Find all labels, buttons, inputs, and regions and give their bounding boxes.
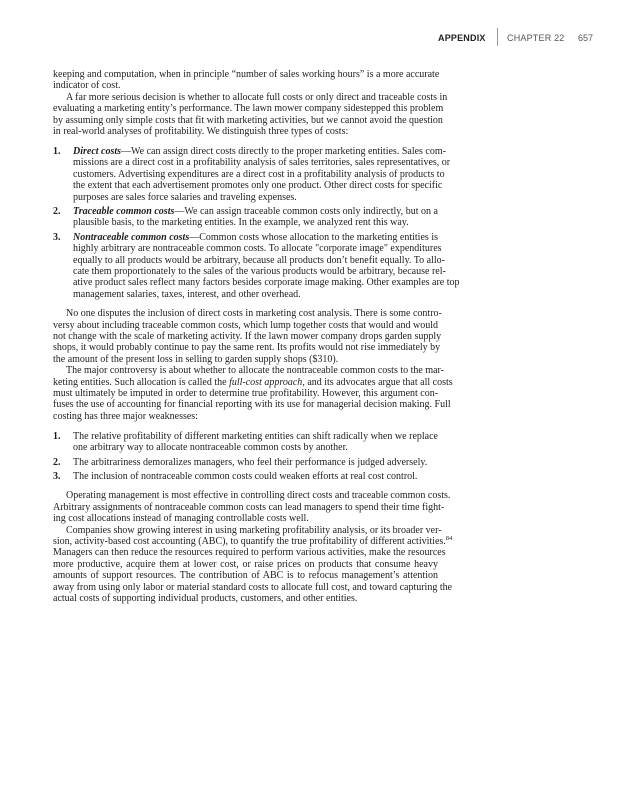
text-line: the amount of the present loss in selling to garden supply shops ($310). <box>53 353 339 365</box>
list-item <box>53 145 451 203</box>
list-number: 3. <box>53 471 61 482</box>
weaknesses-list <box>53 431 438 483</box>
footnote-ref[interactable]: 84 <box>445 535 453 543</box>
page-number: 657 <box>578 33 594 43</box>
text-line: The relative profitability of different marketing entities can shift radically when we replace <box>73 430 438 442</box>
text-line: one arbitrary way to allocate nontraceable common costs by another. <box>73 442 348 454</box>
text-line: The major controversy is about whether to allocate the nontraceable common costs to the mar- <box>66 365 445 377</box>
text-line: in real-world analyses of profitability. We distinguish three types of costs: <box>53 126 349 138</box>
text-line: The inclusion of nontraceable common costs could weaken efforts at real cost control. <box>73 471 418 482</box>
text-line <box>53 376 453 388</box>
text: sion, activity-based cost accounting (ABC), to quantify the true profitability of different activities. <box>53 536 446 548</box>
paragraph <box>53 524 453 605</box>
emphasized-term: full-cost approach <box>229 376 303 388</box>
text-line: Companies show growing interest in using marketing profitability analysis, or its broader ver- <box>66 524 442 536</box>
text-line <box>53 535 453 548</box>
list-number: 1. <box>53 430 61 442</box>
list-item <box>53 431 438 454</box>
text-line: purposes are sales force salaries and traveling expenses. <box>73 191 297 203</box>
term: Nontraceable common costs <box>73 231 190 243</box>
text-line: missions are a direct cost in a profitability analysis of sales territories, sales representatives, or <box>73 157 451 169</box>
list-item <box>53 457 438 468</box>
text-line: amounts of support resources. The contribution of ABC is to refocus management’s attention <box>53 570 438 582</box>
term: Traceable common costs <box>73 205 175 217</box>
list-number: 2. <box>53 456 61 468</box>
list-item <box>53 206 438 229</box>
text-line: equally to all products would be arbitrary, because all products don’t benefit equally. To allo- <box>73 254 445 266</box>
paragraph <box>53 308 442 365</box>
header-section: APPENDIX <box>438 33 486 43</box>
text-line: more productive, acquire them at lower cost, or raise prices on products that consume heavy <box>53 558 438 570</box>
text-line <box>73 145 446 157</box>
cost-types-list <box>53 145 460 300</box>
paragraph <box>53 365 453 422</box>
list-item <box>53 471 438 482</box>
text-line <box>73 206 438 217</box>
list-number: 2. <box>53 205 61 217</box>
header-divider <box>497 28 498 46</box>
text: keting entities. Such allocation is called the <box>53 376 230 388</box>
text-line: versy about including traceable common costs, which lump together costs that would and would <box>53 319 438 331</box>
text-line: The arbitrariness demoralizes managers, who feel their performance is judged adversely. <box>73 456 428 468</box>
paragraph <box>53 69 438 92</box>
text-line: fuses the use of accounting for financial reporting with its use for managerial decision making. Full <box>53 399 451 411</box>
list-item <box>53 231 460 300</box>
text-line: the extent that each advertisement promotes only one product. Other direct costs for specific <box>73 180 443 192</box>
text-line: Operating management is most effective in controlling direct costs and traceable common costs. <box>66 490 451 502</box>
text-line: Arbitrary assignments of nontraceable common costs can lead managers to spend their time fight- <box>53 501 445 513</box>
text-line: evaluating a marketing entity’s performance. The lawn mower company sidestepped this problem <box>53 103 444 115</box>
text-line <box>73 232 438 243</box>
text-line: shops, it would probably continue to pay the same rent. Its profits would not rise immediately by <box>53 342 441 354</box>
paragraph <box>53 490 451 525</box>
list-number: 1. <box>53 145 61 157</box>
paragraph <box>53 91 448 138</box>
text-line: keeping and computation, when in principle “number of sales working hours” is a more accurate <box>53 69 440 80</box>
text-line: highly arbitrary are nontraceable common costs. To allocate "corporate image" expenditures <box>73 243 442 255</box>
text: —We can assign traceable common costs only indirectly, but on a <box>174 205 438 217</box>
text-line: indicator of cost. <box>53 80 121 92</box>
text-line: away from using only labor or material standard costs to allocate full cost, and toward capturing the <box>53 581 453 593</box>
text-line: No one disputes the inclusion of direct costs in marketing cost analysis. There is some contro- <box>66 308 442 320</box>
text-line: customers. Advertising expenditures are a direct cost in a profitability analysis of products to <box>73 168 445 180</box>
text-line: cate them proportionately to the sales of the various products would be arbitrary, because rel- <box>73 266 446 277</box>
text-line: management salaries, taxes, interest, and other overhead. <box>73 288 301 300</box>
text-line: Managers can then reduce the resources required to perform various activities, make the resources <box>53 547 446 559</box>
text-line: A far more serious decision is whether to allocate full costs or only direct and traceable costs in <box>66 91 448 103</box>
list-number: 3. <box>53 231 61 243</box>
text-line: actual costs of supporting individual products, customers, and other entities. <box>53 593 358 605</box>
text-line: must ultimately be imputed in order to determine true profitability. However, this argument con- <box>53 388 439 400</box>
running-header <box>0 32 623 46</box>
header-chapter: CHAPTER 22 <box>507 33 565 43</box>
text: —Common costs whose allocation to the marketing entities is <box>189 231 439 243</box>
text-line: not change with the scale of marketing activity. If the lawn mower company drops garden supply <box>53 331 442 343</box>
text-line: ative product sales reflect many factors besides corporate image making. Other examples are top <box>73 277 460 289</box>
text-line: plausible basis, to the marketing entities. In the example, we analyzed rent this way. <box>73 217 409 229</box>
text: —We can assign direct costs directly to the proper marketing entities. Sales com- <box>121 145 446 157</box>
text-line: ing cost allocations instead of managing controllable costs well. <box>53 513 309 525</box>
text-line: by assuming only simple costs that fit with marketing activities, but we cannot avoid the question <box>53 114 443 126</box>
text: , and its advocates argue that all costs <box>302 376 453 388</box>
term: Direct costs <box>73 145 122 157</box>
text-line: costing has three major weaknesses: <box>53 410 198 422</box>
body-text <box>53 69 460 605</box>
